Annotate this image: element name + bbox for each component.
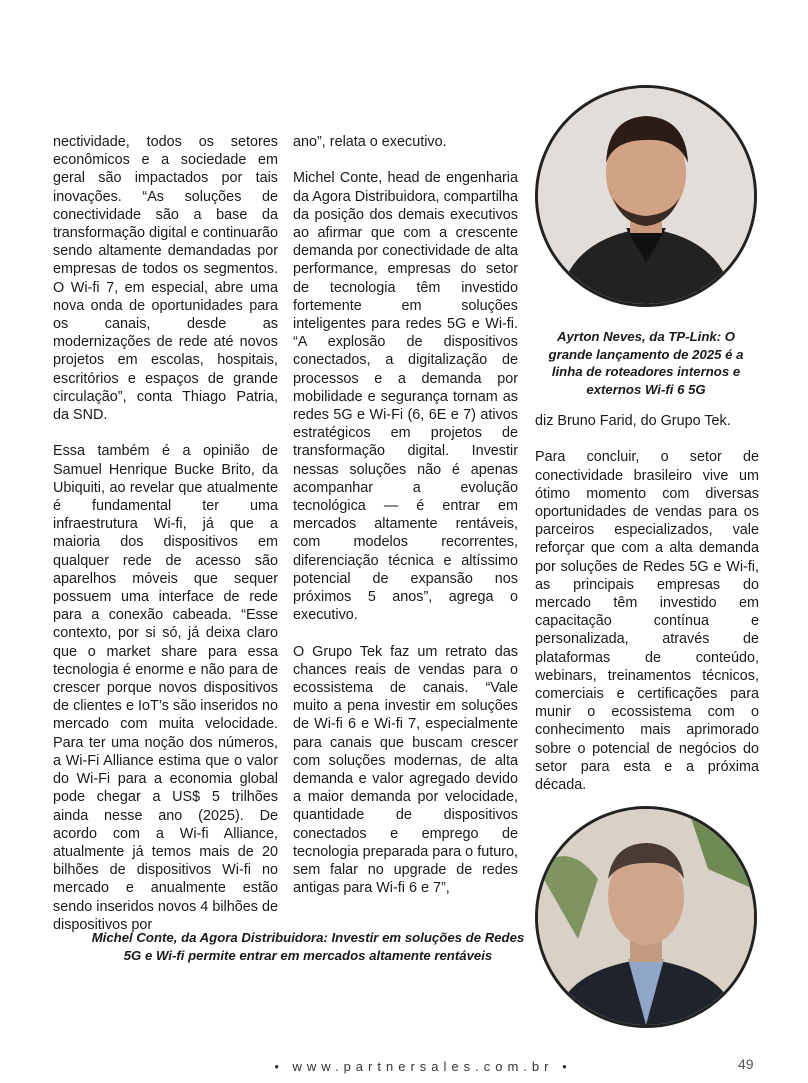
paragraph: diz Bruno Farid, do Grupo Tek.: [535, 413, 731, 429]
paragraph: Essa também é a opinião de Samuel Henrique Bucke Brito, da Ubiquiti, ao revelar que atualmente é fundamental ter uma infraestrutura Wi-fi, já que a maioria dos dispositivos em qualquer rede de acesso são aparelhos móveis que sequer possuem uma interface de rede para a conexão cabeada. “Esse contexto, por si só, já deixa claro que o market share para essa tecnologia é enorme e não para de crescer porque novos dispositivos de clientes e IoT’s são inseridos no mercado com muita velocidade. Para ter uma noção dos números, a Wi-Fi Alliance estima que o valor do Wi-Fi para a economia global pode chegar a US$ 5 trilhões ainda nesse ano (2025). De acordo com a Wi-fi Alliance, atualmente já temos mais de 20 bilhões de dispositivos Wi-fi no mercado e anualmente estão sendo inseridos novos 4 bilhões de dispositivos por: [53, 443, 278, 933]
portrait-michel-conte: [535, 806, 757, 1028]
portrait-illustration: [538, 88, 754, 304]
article-column-3: [535, 412, 759, 812]
paragraph: nectividade, todos os setores econômicos e a sociedade em geral são impactados por tais inovações. “As soluções de conectividade são a base da transformação digital e continuarão sendo altamente demandadas por empresas de todos os segmentos. O Wi-fi 7, em especial, abre uma nova onda de oportunidades para os canais, desde as modernizações de rede até novos projetos em escolas, hospitais, escritórios e espaços de grande circulação”, conta Thiago Patria, da SND.: [53, 134, 278, 424]
photo-caption-michel: Michel Conte, da Agora Distribuidora: Investir em soluções de Redes 5G e Wi-fi permite entrar em mercados altamente rentáveis: [91, 930, 525, 963]
article-column-1: [53, 133, 278, 952]
paragraph: O Grupo Tek faz um retrato das chances reais de vendas para o ecossistema de canais. “Vale muito a pena investir em soluções de Wi-fi 6 e Wi-fi 7, especialmente para canais que buscam crescer com soluções modernas, de alta demanda e valor agregado devido a maior demanda por velocidade, quantidade de dispositivos conectados e emprego de tecnologia preparada para o futuro, sem falar no upgrade de redes antigas para Wi-fi 6 e 7”,: [293, 643, 518, 897]
paragraph: Michel Conte, head de engenharia da Agora Distribuidora, compartilha da posição dos demais executivos ao afirmar que com a crescente demanda por conectividade de alta performance, empresas do setor de tecnologia têm investido fortemente em soluções inteligentes para redes 5G e Wi-fi. “A explosão de dispositivos conectados, a digitalização de processos e a demanda por mobilidade e segurança tornam as redes 5G e Wi-Fi (6, 6E e 7) ativos estratégicos em projetos de transformação digital. Investir nessas soluções não é apenas acompanhar a evolução tecnológica — é entrar em mercados altamente rentáveis, com modelos recorrentes, diferenciação técnica e altíssimo potencial de expansão nos próximos 5 anos”, agrega o executivo.: [293, 170, 518, 624]
page-number: 49: [738, 1056, 754, 1072]
portrait-ayrton-neves: [535, 85, 757, 307]
portrait-illustration: [538, 809, 754, 1025]
footer-website: • www.partnersales.com.br •: [274, 1059, 572, 1074]
paragraph: Para concluir, o setor de conectividade brasileiro vive um ótimo momento com diversas oportunidades de vendas para os parceiros especializados, vale reforçar que com a alta demanda por soluções de Redes 5G e Wi-fi, as principais empresas do mercado têm investido em capacitação contínua e personalizada, através de plataformas de conteúdo, webinars, treinamentos técnicos, comerciais e certificações para munir o ecossistema com o conhecimento mais aprimorado sobre o potencial de negócios do setor para esta e a próxima década.: [535, 449, 759, 794]
article-column-2: [293, 133, 518, 916]
photo-caption-ayrton: Ayrton Neves, da TP-Link: O grande lançamento de 2025 é a linha de roteadores internos e externos Wi-fi 6 5G: [548, 329, 744, 397]
paragraph: ano”, relata o executivo.: [293, 134, 447, 150]
